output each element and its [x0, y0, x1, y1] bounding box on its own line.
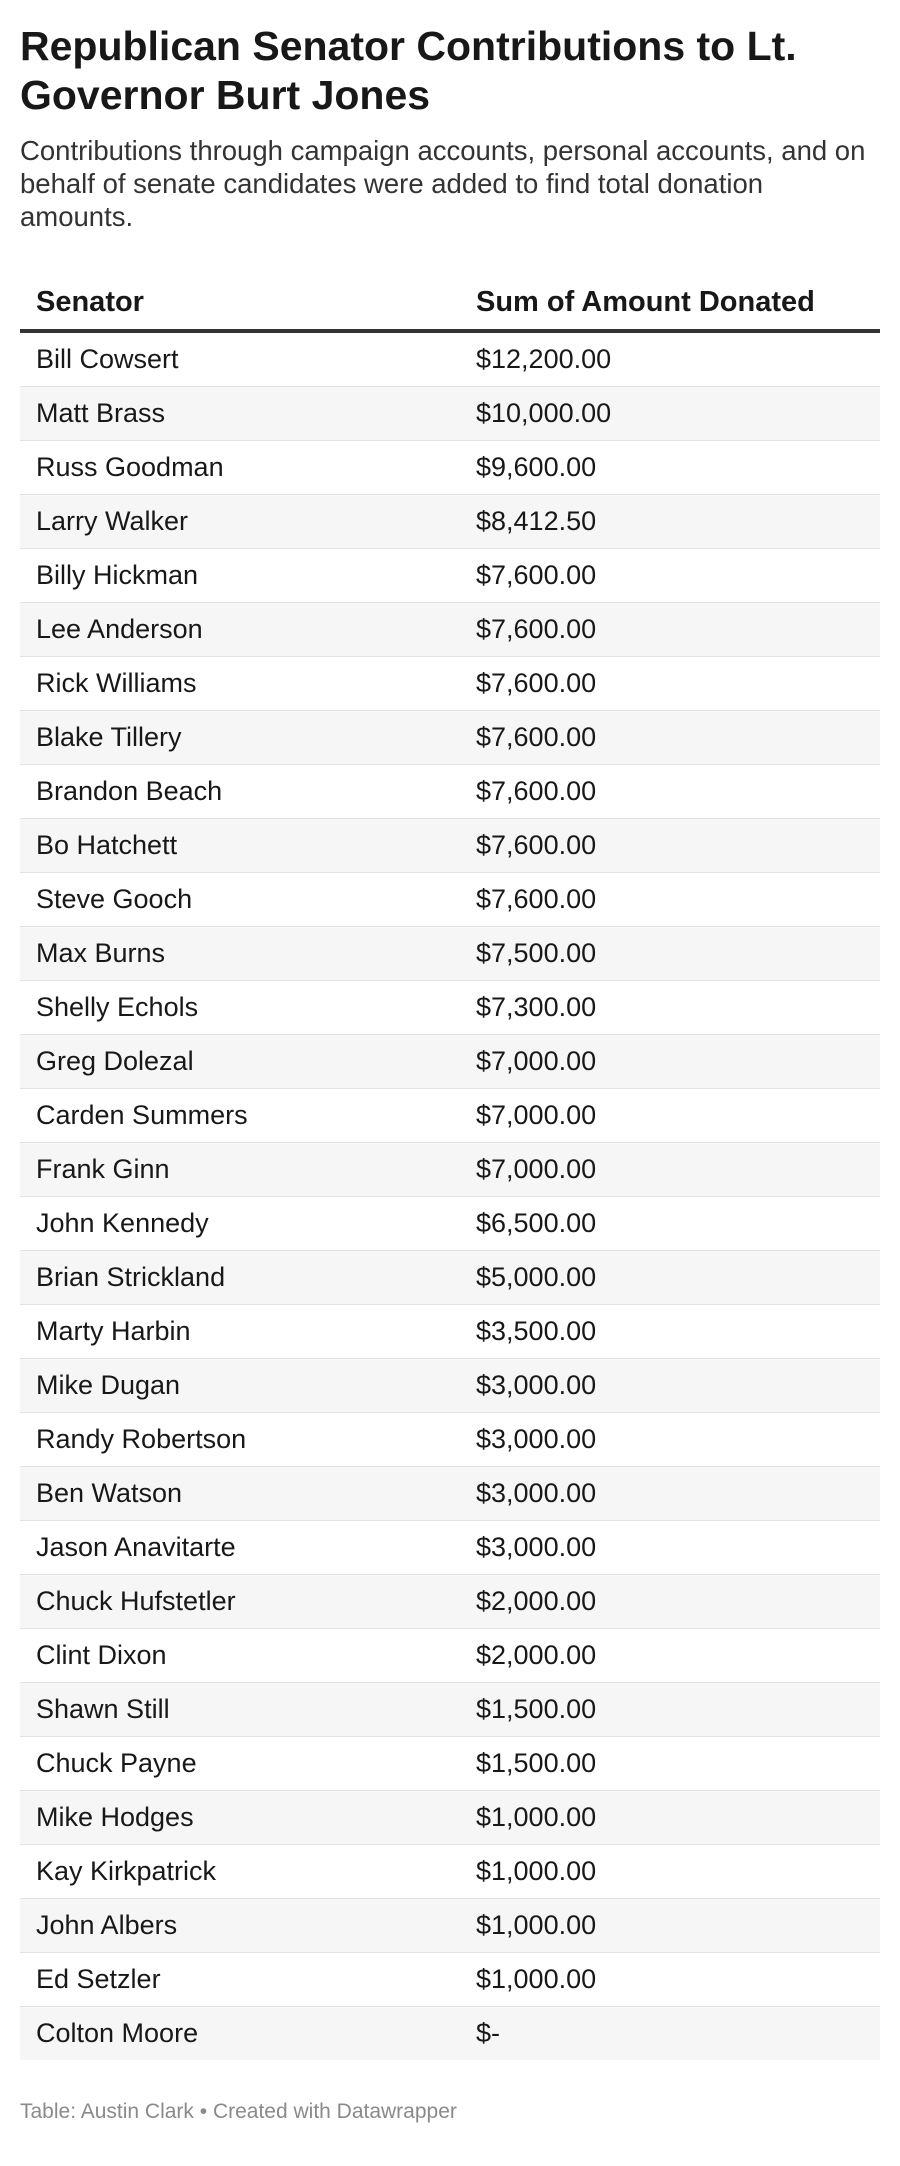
amount-donated-cell: $7,600.00 [460, 657, 880, 711]
table-row [20, 1305, 880, 1359]
amount-donated-cell: $6,500.00 [460, 1197, 880, 1251]
senator-name-cell: Chuck Hufstetler [20, 1575, 460, 1629]
column-header-amount[interactable]: Sum of Amount Donated [460, 277, 880, 331]
table-row [20, 1251, 880, 1305]
senator-name-cell: Randy Robertson [20, 1413, 460, 1467]
senator-name-cell: John Albers [20, 1899, 460, 1953]
senator-name-cell: Marty Harbin [20, 1305, 460, 1359]
senator-name-cell: Bo Hatchett [20, 819, 460, 873]
senator-name-cell: Larry Walker [20, 495, 460, 549]
amount-donated-cell: $7,600.00 [460, 711, 880, 765]
amount-donated-cell: $7,500.00 [460, 927, 880, 981]
table-row [20, 1737, 880, 1791]
senator-name-cell: Max Burns [20, 927, 460, 981]
chart-footer: Table: Austin Clark • Created with Datawrapper [20, 2100, 457, 2123]
senator-name-cell: Carden Summers [20, 1089, 460, 1143]
amount-donated-cell: $7,600.00 [460, 873, 880, 927]
amount-donated-cell: $3,000.00 [460, 1521, 880, 1575]
senator-name-cell: Billy Hickman [20, 549, 460, 603]
table-row [20, 1359, 880, 1413]
table-row [20, 873, 880, 927]
amount-donated-cell: $1,000.00 [460, 1845, 880, 1899]
amount-donated-cell: $3,000.00 [460, 1413, 880, 1467]
data-table [20, 277, 880, 2060]
table-row [20, 1629, 880, 1683]
amount-donated-cell: $1,500.00 [460, 1683, 880, 1737]
amount-donated-cell: $5,000.00 [460, 1251, 880, 1305]
table-row [20, 765, 880, 819]
table-row [20, 331, 880, 387]
amount-donated-cell: $7,600.00 [460, 603, 880, 657]
senator-name-cell: Chuck Payne [20, 1737, 460, 1791]
senator-name-cell: Mike Hodges [20, 1791, 460, 1845]
table-row [20, 819, 880, 873]
senator-name-cell: Shawn Still [20, 1683, 460, 1737]
senator-name-cell: Matt Brass [20, 387, 460, 441]
table-row [20, 1197, 880, 1251]
senator-name-cell: Brandon Beach [20, 765, 460, 819]
table-row [20, 1845, 880, 1899]
senator-name-cell: John Kennedy [20, 1197, 460, 1251]
amount-donated-cell: $9,600.00 [460, 441, 880, 495]
header-row [20, 277, 880, 331]
amount-donated-cell: $3,000.00 [460, 1359, 880, 1413]
table-row [20, 1143, 880, 1197]
amount-donated-cell: $1,000.00 [460, 1953, 880, 2007]
amount-donated-cell: $3,000.00 [460, 1467, 880, 1521]
amount-donated-cell: $- [460, 2007, 880, 2061]
chart-title: Republican Senator Contributions to Lt. Governor Burt Jones [20, 23, 797, 118]
senator-name-cell: Greg Dolezal [20, 1035, 460, 1089]
table-header [20, 277, 880, 331]
amount-donated-cell: $3,500.00 [460, 1305, 880, 1359]
table-row [20, 1575, 880, 1629]
table-row [20, 549, 880, 603]
table-row [20, 387, 880, 441]
amount-donated-cell: $7,600.00 [460, 549, 880, 603]
table-row [20, 495, 880, 549]
amount-donated-cell: $7,000.00 [460, 1035, 880, 1089]
table-row [20, 927, 880, 981]
senator-name-cell: Brian Strickland [20, 1251, 460, 1305]
column-header-senator[interactable]: Senator [20, 277, 460, 331]
amount-donated-cell: $12,200.00 [460, 331, 880, 387]
amount-donated-cell: $7,600.00 [460, 819, 880, 873]
amount-donated-cell: $7,600.00 [460, 765, 880, 819]
table-row [20, 1521, 880, 1575]
amount-donated-cell: $1,500.00 [460, 1737, 880, 1791]
senator-name-cell: Jason Anavitarte [20, 1521, 460, 1575]
table-row [20, 441, 880, 495]
table-row [20, 2007, 880, 2061]
senator-name-cell: Lee Anderson [20, 603, 460, 657]
table-row [20, 1683, 880, 1737]
table-row [20, 1953, 880, 2007]
senator-name-cell: Ed Setzler [20, 1953, 460, 2007]
senator-name-cell: Mike Dugan [20, 1359, 460, 1413]
amount-donated-cell: $1,000.00 [460, 1791, 880, 1845]
table-row [20, 1035, 880, 1089]
senator-name-cell: Shelly Echols [20, 981, 460, 1035]
senator-name-cell: Bill Cowsert [20, 331, 460, 387]
chart-description: Contributions through campaign accounts, personal accounts, and on behalf of senate candidates were added to find total donation amounts. [20, 135, 866, 232]
table-row [20, 1791, 880, 1845]
amount-donated-cell: $8,412.50 [460, 495, 880, 549]
table-row [20, 981, 880, 1035]
senator-name-cell: Rick Williams [20, 657, 460, 711]
senator-name-cell: Frank Ginn [20, 1143, 460, 1197]
table-row [20, 1467, 880, 1521]
table-row [20, 1413, 880, 1467]
table-row [20, 657, 880, 711]
amount-donated-cell: $10,000.00 [460, 387, 880, 441]
amount-donated-cell: $1,000.00 [460, 1899, 880, 1953]
table-row [20, 1899, 880, 1953]
table-row [20, 603, 880, 657]
senator-name-cell: Kay Kirkpatrick [20, 1845, 460, 1899]
senator-name-cell: Russ Goodman [20, 441, 460, 495]
amount-donated-cell: $7,000.00 [460, 1143, 880, 1197]
amount-donated-cell: $2,000.00 [460, 1629, 880, 1683]
senator-name-cell: Steve Gooch [20, 873, 460, 927]
senator-name-cell: Ben Watson [20, 1467, 460, 1521]
senator-name-cell: Colton Moore [20, 2007, 460, 2061]
amount-donated-cell: $7,300.00 [460, 981, 880, 1035]
senator-name-cell: Blake Tillery [20, 711, 460, 765]
senator-name-cell: Clint Dixon [20, 1629, 460, 1683]
table-row [20, 711, 880, 765]
table-body [20, 331, 880, 2060]
table-row [20, 1089, 880, 1143]
amount-donated-cell: $7,000.00 [460, 1089, 880, 1143]
amount-donated-cell: $2,000.00 [460, 1575, 880, 1629]
